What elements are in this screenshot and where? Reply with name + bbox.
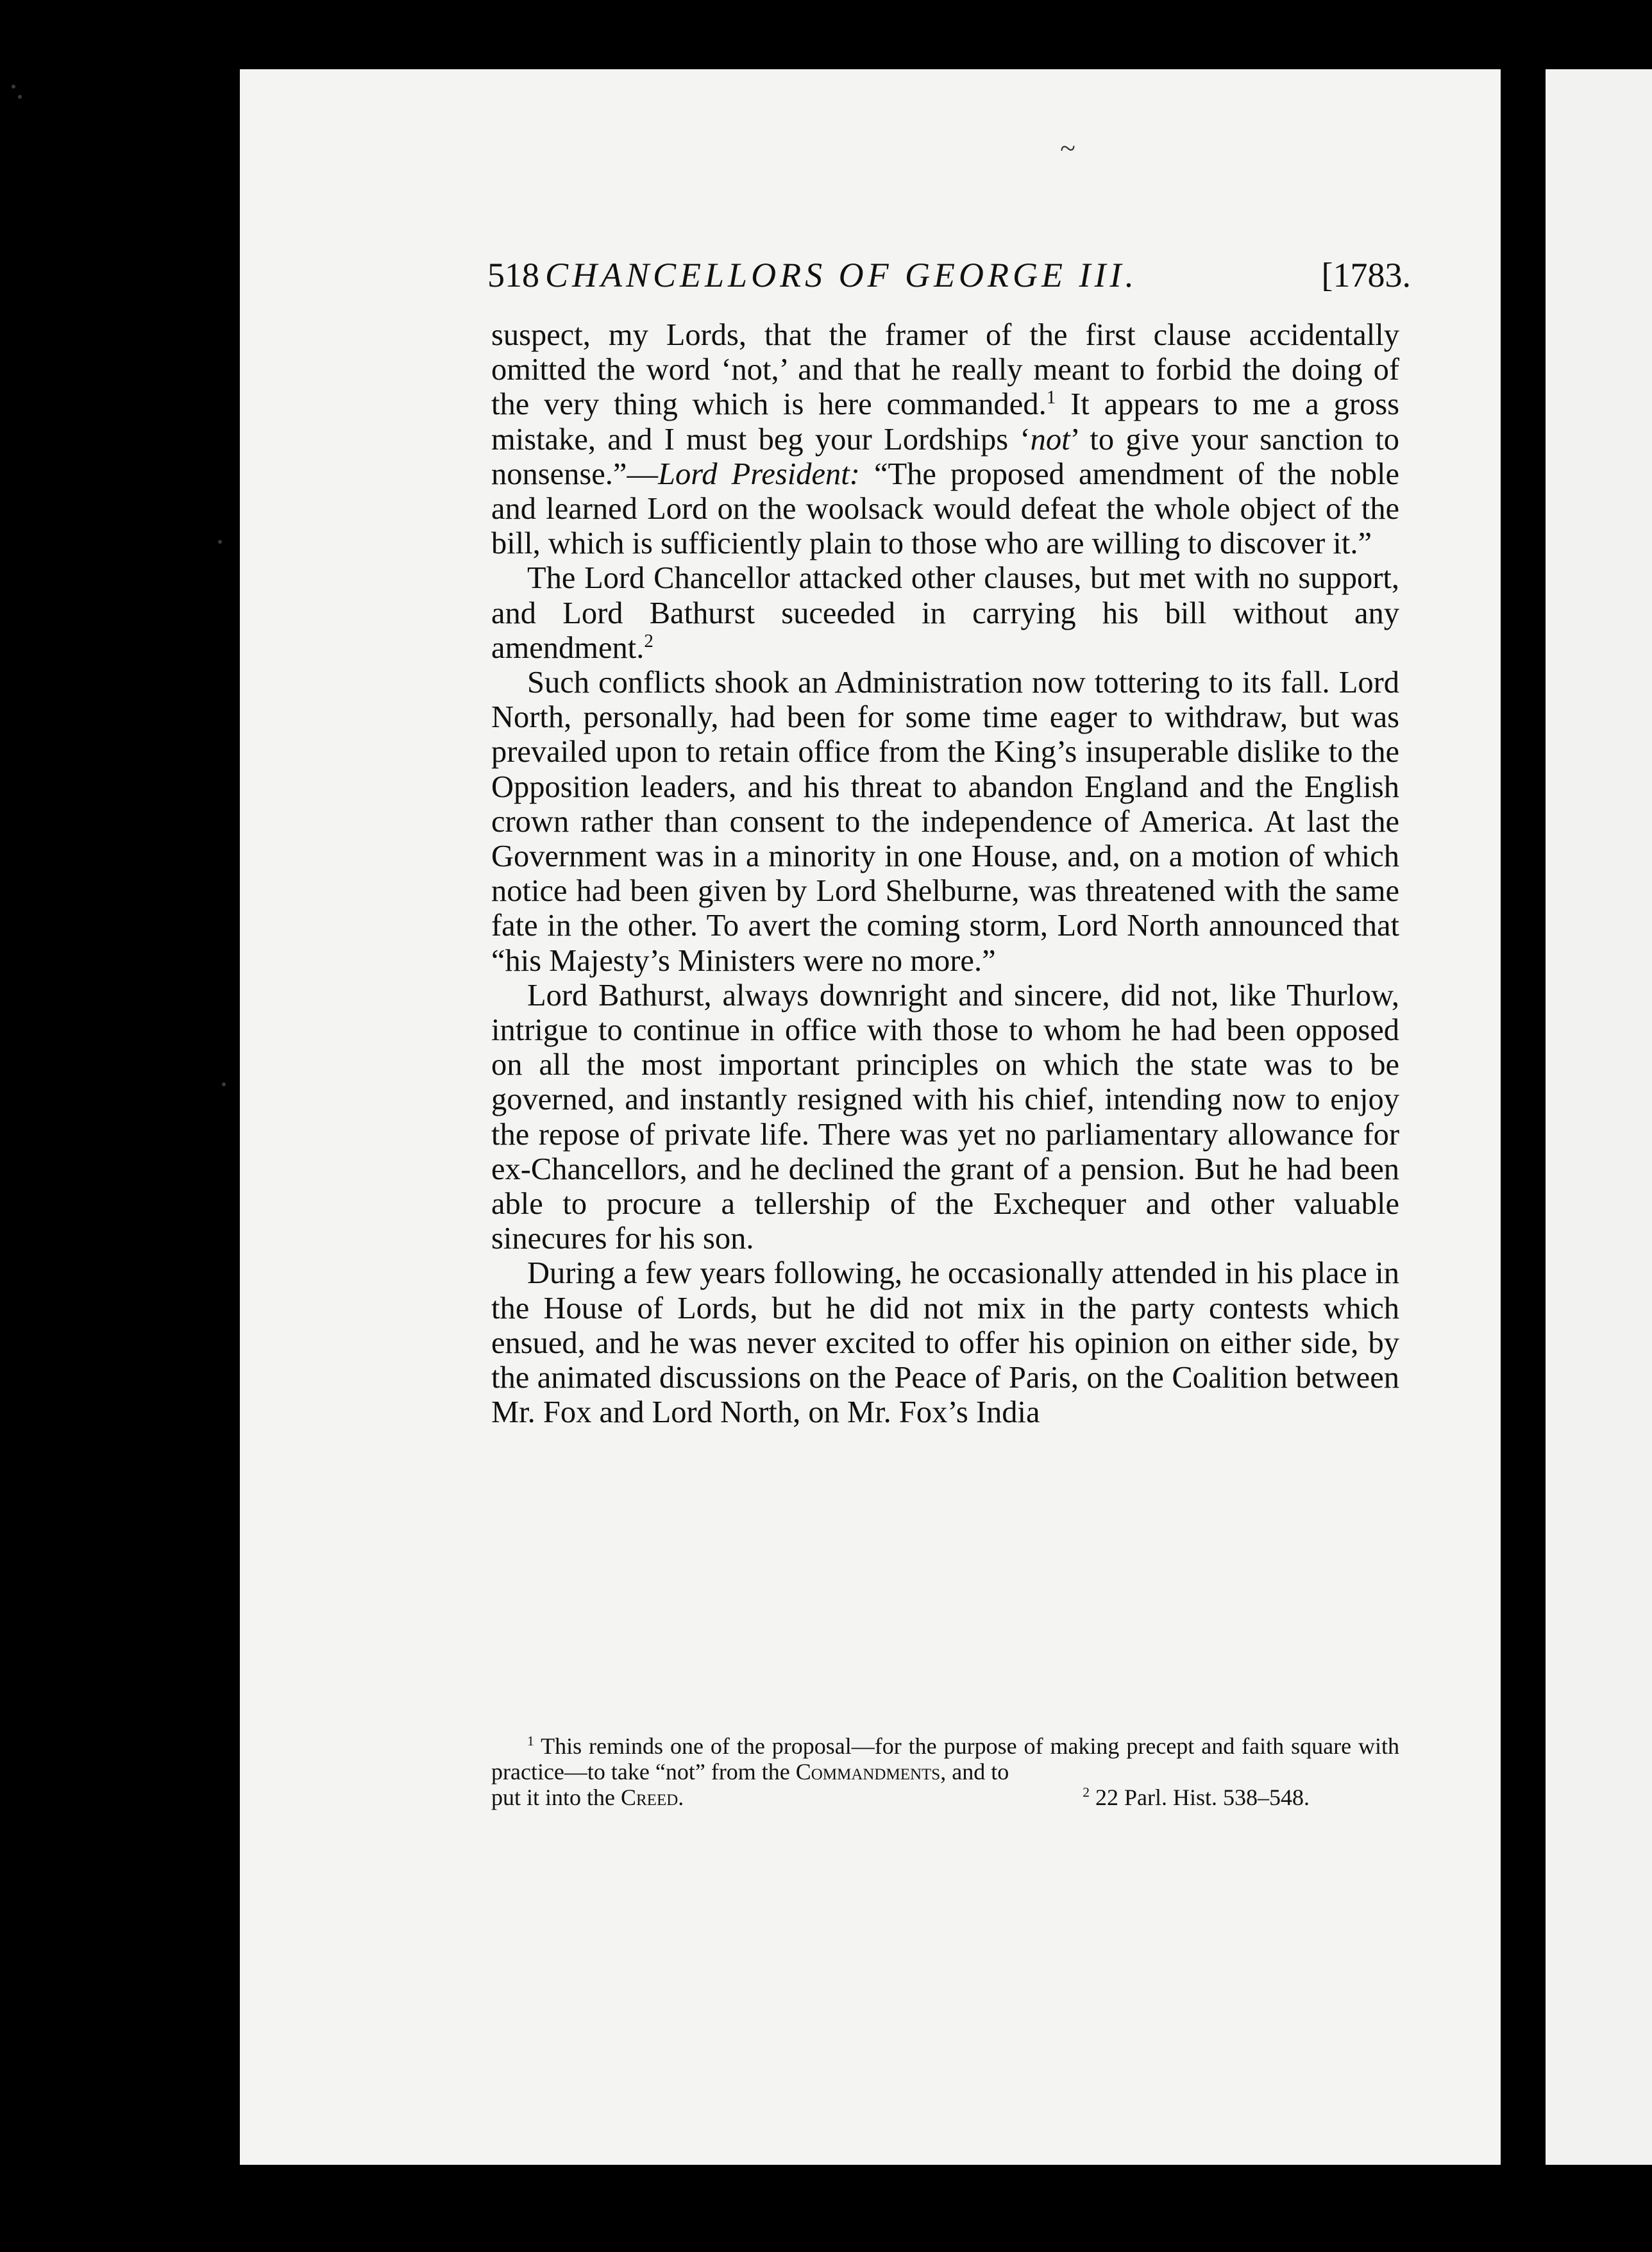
running-head [487, 253, 1411, 298]
paragraph-4: Lord Bathurst, always downright and sincere, did not, like Thurlow, intrigue to continue in office with those to whom he had been opposed on all the most important principles on which the state was to be governed, and instantly resigned with his chief, intending now to enjoy the repose of private life. There was yet no parliamentary allowance for ex-Chancellors, and he declined the grant of a pension. But he had been able to procure a tellership of the Exchequer and other valuable sinecures for his son. [491, 978, 1399, 1256]
paragraph-1-italic-speaker: Lord President: [657, 457, 860, 491]
footnote-1-text-a: This reminds one of the proposal—for the purpose of making precept and faith square with practice—to take “not” from the [491, 1733, 1399, 1785]
scan-speck [12, 85, 15, 88]
scan-speck [18, 95, 22, 99]
footnote-1-text-d: . [678, 1785, 684, 1810]
paragraph-2 [491, 561, 1399, 666]
footnote-ref-2: 2 [644, 630, 653, 651]
footnote-2-text: 22 Parl. Hist. 538–548. [1089, 1785, 1310, 1810]
footnote-1-continued [491, 1785, 684, 1810]
body-text [491, 318, 1399, 1431]
footnote-2 [1083, 1785, 1310, 1810]
footnotes [491, 1733, 1399, 1810]
paragraph-2-text: The Lord Chancellor attacked other clauses, but met with no support, and Lord Bathurst suceeded in carrying his bill without any amendment. [491, 561, 1399, 665]
footnote-ref-1: 1 [1046, 387, 1056, 408]
ink-smudge [1053, 136, 1083, 162]
paragraph-1-text-a: suspect, my Lords, that the framer of the first clause accidentally omitted the word ‘not,’ and that he really meant to forbid the doing of the very thing which is here commanded. [491, 318, 1399, 422]
paragraph-1-text-b: It appears to me a gross mistake, and I must beg your Lordships ‘ [491, 387, 1399, 457]
footnote-1-text-c: put it into the [491, 1785, 621, 1810]
paragraph-1-text-f: “The proposed amendment of the noble and learned Lord on the woolsack would defeat the whole object of the bill, which is sufficiently plain to those who are willing to discover it.” [491, 457, 1400, 561]
page-number: 518 [487, 256, 539, 294]
paragraph-3: Such conflicts shook an Administration now tottering to its fall. Lord North, personally, had been for some time eager to withdraw, but was prevailed upon to retain office from the King’s insuperable dislike to the Opposition leaders, and his threat to abandon England and the English crown rather than consent to the independence of America. At last the Government was in a minority in one House, and, on a motion of which notice had been given by Lord Shelburne, was threatened with the same fate in the other. To avert the coming storm, Lord North announced that “his Majesty’s Ministers were no more.” [491, 666, 1399, 978]
footnote-last-line [491, 1785, 1399, 1810]
running-title: CHANCELLORS OF GEORGE III. [545, 256, 1138, 294]
scan-speck [218, 540, 222, 544]
footnote-1-marker: 1 [527, 1733, 534, 1749]
footnote-1-commandments: Commandments [795, 1759, 941, 1785]
footnote-1-text-b: , and to [940, 1759, 1009, 1785]
footnote-1-creed: Creed [621, 1785, 678, 1810]
footnote-1 [491, 1733, 1399, 1785]
running-year: [1783. [1321, 256, 1411, 294]
paragraph-1-italic-not: not [1030, 422, 1070, 457]
paragraph-1 [491, 318, 1399, 561]
paragraph-5: During a few years following, he occasionally attended in his place in the House of Lords, but he did not mix in the party contests which ensued, and he was never excited to offer his opinion on either side, by the animated discussions on the Peace of Paris, on the Coalition between Mr. Fox and Lord North, on Mr. Fox’s India [491, 1256, 1399, 1430]
footnote-2-marker: 2 [1083, 1785, 1090, 1800]
scan-speck [222, 1082, 226, 1086]
adjacent-page-edge [1546, 69, 1652, 2165]
paragraph-1-text-d: ’ to give your sanction to nonsense.”— [491, 422, 1400, 491]
